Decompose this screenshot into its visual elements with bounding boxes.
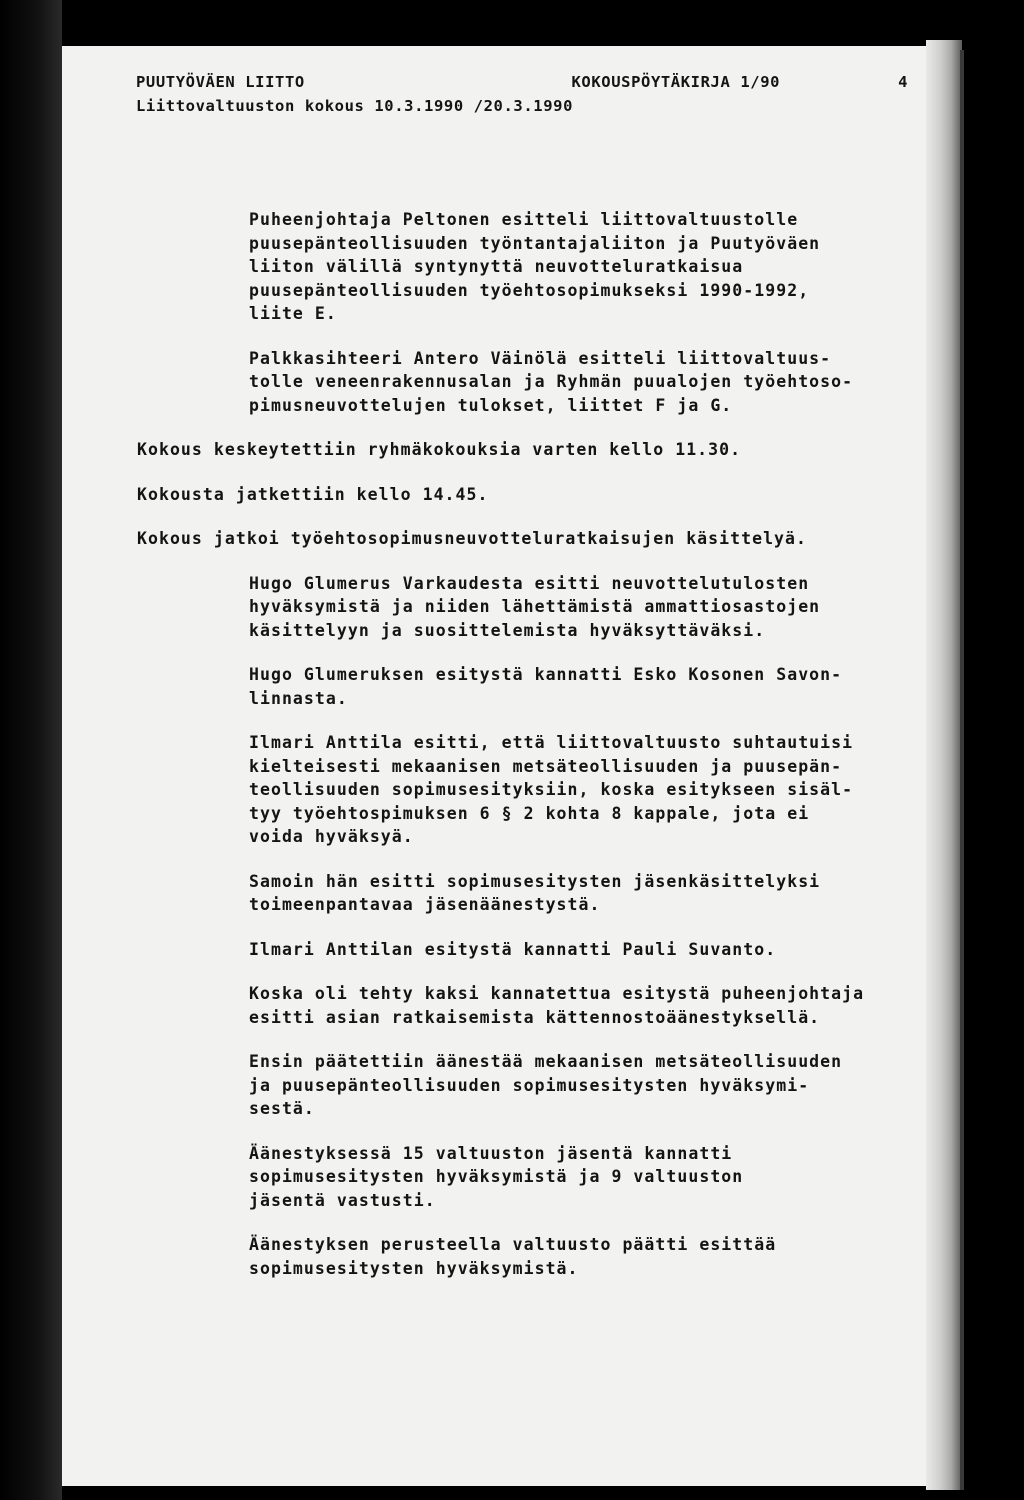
paragraph-resume: Kokousta jatkettiin kello 14.45. (137, 484, 489, 504)
organization-name: PUUTYÖVÄEN LIITTO (136, 73, 305, 91)
binding-spine (926, 40, 962, 1490)
paragraph-member-vote: Samoin hän esitti sopimusesitysten jäsenkäsittelyksi toimeenpantavaa jäsenäänestystä. (249, 871, 821, 914)
paragraph-continue: Kokous jatkoi työehtosopimusneuvotteluratkaisujen käsittelyä. (137, 529, 808, 548)
paragraph-presentation-e: Puheenjohtaja Peltonen esitteli liittovaltuustolle puusepänteollisuuden työntantajaliiton ja Puutyöväen liiton välillä syntynyttä neuvotteluratkaisua puusepänteollisuuden työehtosopimukseksi 1990-1992, liite E. (249, 210, 821, 323)
paragraph-first-vote: Ensin päätettiin äänestää mekaanisen metsäteollisuuden ja puusepänteollisuuden sopimusesitysten hyväksymi- sestä. (249, 1052, 843, 1118)
paragraph-vote-method: Koska oli tehty kaksi kannatettua esitystä puheenjohtaja esitti asian ratkaisemista kättennostoäänestyksellä. (249, 984, 865, 1027)
paragraph-break: Kokous keskeytettiin ryhmäkokouksia varten kello 11.30. (137, 440, 742, 459)
document-title: KOKOUSPÖYTÄKIRJA 1/90 (571, 73, 781, 91)
paragraph-decision: Äänestyksen perusteella valtuusto päätti esittää sopimusesitysten hyväksymistä. (249, 1235, 777, 1278)
paragraph-anttila-proposal: Ilmari Anttila esitti, että liittovaltuusto suhtautuisi kielteisesti mekaanisen metsäteollisuuden ja puusepän- teollisuuden sopimusesityksiin, koska esitykseen sisäl- tyy työehtospimuksen 6 § 2 kohta 8 kappale, jota ei voida hyväksyä. (249, 733, 854, 846)
paragraph-presentation-fg: Palkkasihteeri Antero Väinölä esitteli liittovaltuus- tolle veneenrakennusalan ja Ryhmän puualojen työehtoso- pimusneuvottelujen tulokset, liittet F ja G. (249, 348, 854, 415)
scan-left-edge (0, 0, 62, 1500)
minutes-body (137, 208, 897, 1301)
document-page (62, 46, 936, 1486)
meeting-line: Liittovaltuuston kokous 10.3.1990 /20.3.1990 (136, 97, 573, 115)
paragraph-glumerus-proposal: Hugo Glumerus Varkaudesta esitti neuvottelutulosten hyväksymistä ja niiden lähettämistä ammattiosastojen käsittelyyn ja suosittelemista hyväksyttäväksi. (249, 573, 821, 640)
page-number: 4 (898, 73, 908, 91)
paragraph-glumerus-seconded: Hugo Glumeruksen esitystä kannatti Esko Kosonen Savon- linnasta. (249, 665, 843, 708)
paragraph-anttila-seconded: Ilmari Anttilan esitystä kannatti Pauli Suvanto. (249, 939, 777, 959)
paragraph-vote-result: Äänestyksessä 15 valtuuston jäsentä kannatti sopimusesitysten hyväksymistä ja 9 valtuuston jäsentä vastusti. (249, 1143, 744, 1210)
page-stack-edge (960, 50, 964, 1490)
page-header (136, 70, 908, 118)
